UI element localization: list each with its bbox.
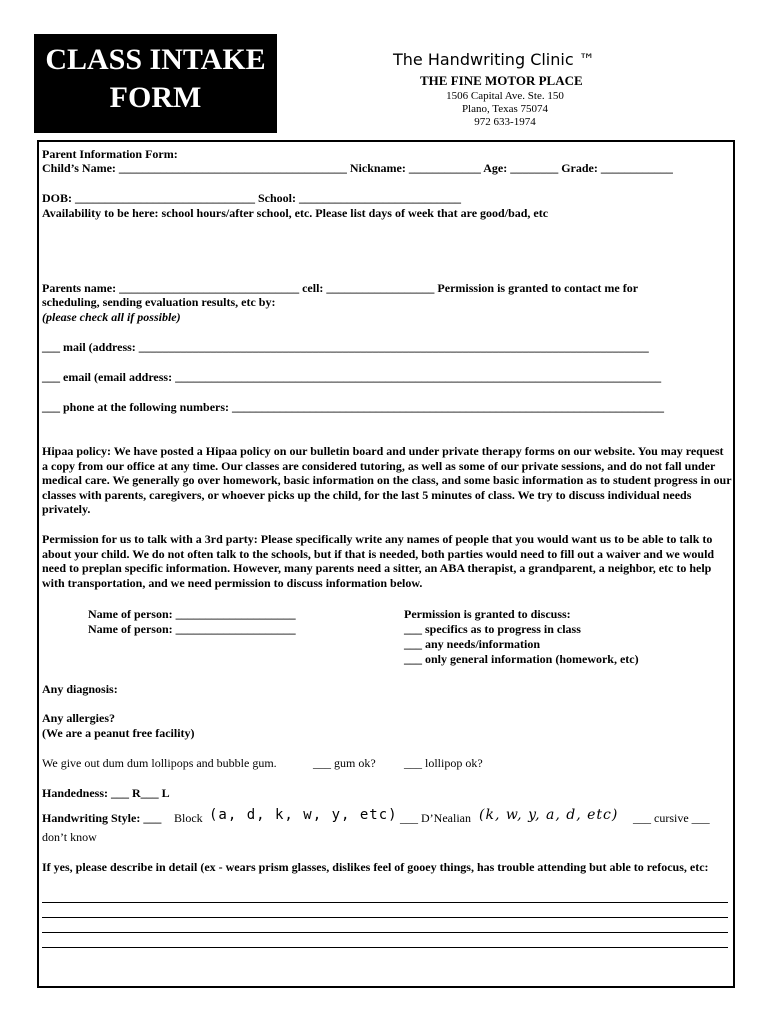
dob-school-line[interactable]: DOB: ______________________________ School: ___________________________ [42, 191, 462, 205]
handwriting-style-label[interactable]: Handwriting Style: ___ [42, 811, 162, 825]
availability-prompt[interactable]: Availability to be here: school hours/after school, etc. Please list days of week that are good/bad, etc [42, 206, 549, 220]
clinic-subtitle: THE FINE MOTOR PLACE [420, 73, 583, 88]
child-name-line[interactable]: Child’s Name: ______________________________________ Nickname: ____________ Age: ________ Grade: ____________ [42, 161, 673, 175]
answer-line-2[interactable] [42, 917, 728, 918]
name-of-person-1[interactable]: Name of person: ____________________ [88, 607, 296, 621]
allergies-label[interactable]: Any allergies? [42, 711, 115, 725]
email-line[interactable]: ___ email (email address: _________________________________________________________________________________ [42, 370, 662, 384]
mail-line[interactable]: ___ mail (address: _____________________________________________________________________________________ [42, 340, 649, 354]
third-party-permission: Permission for us to talk with a 3rd party: Please specifically write any names of people that you would want us to be able to talk to about your child. We do not often talk to the schools, but if that is needed, both parties would need to fill out a waiver and we would need to preplan specific information. However, many parents need a sitter, an ABA therapist, a grandparent, a neighbor, etc to help with transportation, and we need permission to discuss information below. [42, 532, 715, 590]
clinic-name: The Handwriting Clinic ™ [393, 50, 595, 69]
permission-option-specifics[interactable]: ___ specifics as to progress in class [404, 622, 581, 636]
dont-know-option[interactable]: don’t know [42, 830, 97, 844]
permission-option-needs[interactable]: ___ any needs/information [404, 637, 541, 651]
dnealian-example: (k, w, y, a, d, etc) [479, 807, 619, 823]
dnealian-option[interactable]: ___ D’Nealian [400, 811, 471, 825]
peanut-free-note: (We are a peanut free facility) [42, 726, 195, 740]
form-title [34, 34, 277, 133]
clinic-phone: 972 633-1974 [474, 116, 536, 128]
describe-detail-prompt: If yes, please describe in detail (ex - wears prism glasses, dislikes feel of gooey things, has trouble attending but able to refocus, etc: [42, 860, 709, 874]
form-title-line2: FORM [109, 81, 202, 114]
lollipop-ok-option[interactable]: ___ lollipop ok? [404, 756, 483, 770]
hipaa-policy: Hipaa policy: We have posted a Hipaa policy on our bulletin board and under private therapy forms on our website. You may request a copy from our office at any time. Our classes are considered tutoring, as well as some of our private sessions, and do not fall under medical care. We generally go over homework, basic information on the class, and some basic information as to student progress in our classes with parents, caregivers, or whoever picks up the child, for the last 5 minutes of class. We try to discuss individual needs privately. [42, 444, 732, 516]
phone-line[interactable]: ___ phone at the following numbers: ________________________________________________________________________ [42, 400, 665, 414]
answer-line-1[interactable] [42, 902, 728, 903]
block-label: Block [174, 811, 203, 825]
check-all-note: (please check all if possible) [42, 310, 181, 324]
diagnosis-label[interactable]: Any diagnosis: [42, 682, 118, 696]
clinic-address-line1: 1506 Capital Ave. Ste. 150 [446, 90, 564, 102]
parents-name-line[interactable]: Parents name: ______________________________ cell: __________________ Permission is granted to contact me for [42, 281, 639, 295]
form-title-line1: CLASS INTAKE [45, 43, 266, 76]
lollipops-note: We give out dum dum lollipops and bubble gum. [42, 756, 277, 770]
cursive-option[interactable]: ___ cursive ___ [633, 811, 710, 825]
clinic-address-line2: Plano, Texas 75074 [461, 103, 549, 115]
handedness-line[interactable]: Handedness: ___ R___ L [42, 786, 170, 800]
permission-heading: Permission is granted to discuss: [404, 607, 571, 621]
block-example: (a, d, k, w, y, etc) [209, 807, 398, 823]
gum-ok-option[interactable]: ___ gum ok? [313, 756, 376, 770]
answer-line-4[interactable] [42, 947, 728, 948]
answer-line-3[interactable] [42, 932, 728, 933]
permission-option-general[interactable]: ___ only general information (homework, etc) [404, 652, 639, 666]
scheduling-line: scheduling, sending evaluation results, etc by: [42, 295, 276, 309]
parent-info-heading: Parent Information Form: [42, 147, 178, 161]
name-of-person-2[interactable]: Name of person: ____________________ [88, 622, 296, 636]
